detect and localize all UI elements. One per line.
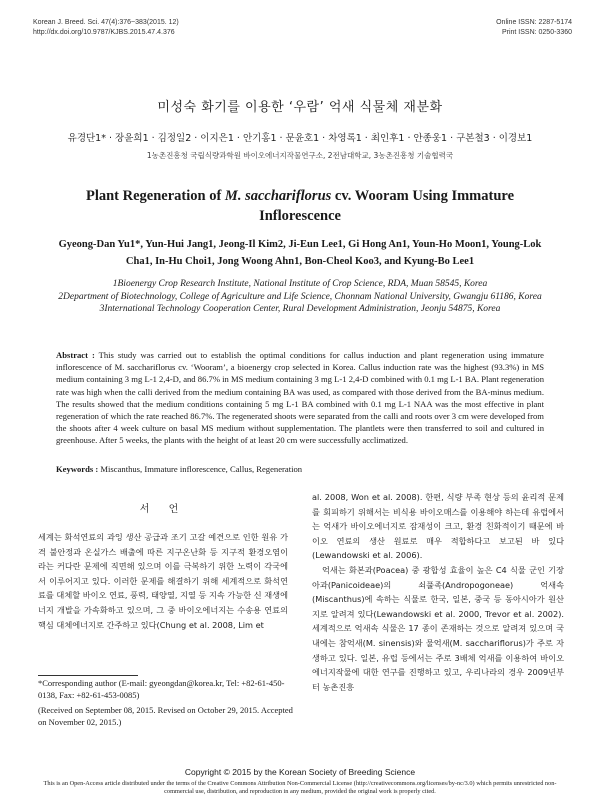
- korean-authors: 유경단1* · 장윤희1 · 김정일2 · 이지은1 · 안기홍1 · 문윤호1 · 차영록1 · 최인후1 · 안종웅1 · 구본철3 · 이경보1: [67, 133, 533, 144]
- body-column-left: [38, 530, 288, 632]
- abstract-text: This study was carried out to establish the optimal conditions for callus induction and plant regeneration using immature inflorescence of M. sacchariflorus cv. ‘Wooram’, a bioenergy crop selected in Korea. Callus induction rate was the highest (93.3%) in MS medium containing 3 mg L-1 2,4-D, and 86.7% in MS medium containing 3 mg L-1 2,4-D combined with 0.1 mg L-1 BA. Plant regeneration rate was high when the calli derived from the medium containing BA was used, as compared with those derived from the BA-minus medium. The results showed that the medium conditions containing 5 mg L-1 BA combined with 0.1 mg L-1 NAA was the most effective in plant regeneration of which the rate reached 86.7%. The regenerated shoots were separated from the calli and roots over 3 cm were developed from the shoots after 4 week culture on basal MS medium without supplementation. The plantlets were then transferred to soil and cultured in greenhouse. After 5 weeks, the plants with the height of at least 20 cm were successfully acclimatized.: [56, 350, 544, 446]
- journal-header-left: [33, 18, 179, 38]
- affiliation-1: 1Bioenergy Crop Research Institute, National Institute of Crop Science, RDA, Muan 58545, Korea: [112, 279, 488, 289]
- intro-paragraph-1: 세계는 화석연료의 과잉 생산 공급과 조기 고갈 예견으로 인한 원유 가격 불안정과 온실가스 배출에 따른 지구온난화 등 지구적 환경오염이라는 커다란 문제에 직면해 있으며 이를 극복하기 위한 노력이 각국에서 이루어지고 있다. 이러한 문제를 해결하기 위해 세계적으로 화석연료를 대체할 바이오 연료, 풍력, 태양열, 지열 등 지속 가능한 신 재생에너지 개발을 가속화하고 있으며, 그 중 바이오에너지는 수송용 연료의 핵심 대체에너지로 간주하고 있다(Chung et al. 2008, Lim et: [38, 532, 288, 630]
- keywords: [56, 463, 544, 475]
- korean-title: 미성숙 화기를 이용한 ‘우람’ 억새 식물체 재분화: [157, 100, 443, 115]
- affiliation-3: 3International Technology Cooperation Center, Rural Development Administration, Jeonju 54875, Korea: [99, 304, 501, 314]
- copyright-notice: Copyright © 2015 by the Korean Society of Breeding Science: [184, 767, 416, 777]
- english-affiliations: [56, 278, 544, 316]
- section-heading-introduction: 서 언: [139, 504, 187, 515]
- journal-citation: Korean J. Breed. Sci. 47(4):376~383(2015. 12): [33, 19, 179, 26]
- body-column-right: [312, 490, 564, 694]
- print-issn: Print ISSN: 0250-3360: [501, 29, 572, 36]
- english-authors: Gyeong-Dan Yu1*, Yun-Hui Jang1, Jeong-Il Kim2, Ji-Eun Lee1, Gi Hong An1, Youn-Ho Moon1, Young-Lok Cha1, In-Hu Choi1, Jong Woong Ahn1, Bon-Cheol Koo3, and Kyung-Bo Lee1: [58, 239, 542, 267]
- footnote-divider: [38, 675, 138, 676]
- license-notice: This is an Open-Access article distributed under the terms of the Creative Commons Attribution Non-Commercial License (http://creativecommons.org/licenses/by-nc/3.0) which permits unrestricted non-commercial use, distribution, and reproduction in any medium, provided the original work is properly cited.: [43, 780, 557, 795]
- english-title-pre: Plant Regeneration of: [85, 188, 225, 204]
- keywords-text: Miscanthus, Immature inflorescence, Callus, Regeneration: [100, 464, 303, 474]
- korean-affiliations: 1농촌진흥청 국립식량과학원 바이오에너지작물연구소, 2전남대학교, 3농촌진흥청 기술협력국: [146, 151, 454, 160]
- intro-paragraph-2: 억새는 화본과(Poacea) 중 광합성 효율이 높은 C4 식물 군인 기장아과(Panicoideae)의 쇠풀족(Andropogoneae) 억새속(Miscanthus)에 속하는 식물로 한국, 일본, 중국 등 동아시아가 원산지로 알려져 있다(Lewandowski et al. 2000, Trevor et al. 2002). 세계적으로 억새속 식물은 17 종이 존재하는 것으로 알려져 있으며 국내에는 참억새(M. sinensis)와 물억새(M. sacchariflorus)가 주로 자생하고 있다. 일본, 유럽 등에서는 주로 3배체 억새를 이용하여 바이오에너지작물에 대한 연구를 진행하고 있고, 우리나라의 경우 2009년부터 농촌진흥: [312, 564, 564, 692]
- journal-header-right: [496, 18, 572, 38]
- english-title-species: M. sacchariflorus: [224, 188, 332, 204]
- abstract: [56, 349, 544, 447]
- abstract-label: Abstract :: [56, 350, 95, 360]
- keywords-label: Keywords :: [56, 464, 99, 474]
- affiliation-2: 2Department of Biotechnology, College of Agriculture and Life Science, Chonnam National University, Gwangju 61186, Korea: [58, 291, 542, 302]
- intro-paragraph-1-cont: al. 2008, Won et al. 2008). 한편, 식량 부족 현상 등의 윤리적 문제를 회피하기 위해서는 비식용 바이오매스를 이용해야 하는데 유럽에서는 억새가 바이오에너지로 잠재성이 크고, 환경 친화적이기 때문에 바이오 연료의 생산 원료로 매우 적합하다고 보고된 바 있다(Lewandowski et al. 2006).: [312, 492, 564, 561]
- corresponding-author-note: *Corresponding author (E-mail: gyeongdan@korea.kr, Tel: +82-61-450-0138, Fax: +82-61-453-0085): [38, 678, 285, 700]
- doi-link[interactable]: http://dx.doi.org/10.9787/KJBS.2015.47.4.376: [33, 29, 175, 36]
- english-title: [60, 186, 540, 226]
- online-issn: Online ISSN: 2287-5174: [496, 19, 572, 26]
- english-title-post: cv. Wooram Using Immature Inflorescence: [259, 188, 515, 224]
- received-dates-note: (Received on September 08, 2015. Revised on October 29, 2015. Accepted on November 02, 2015.): [38, 705, 293, 727]
